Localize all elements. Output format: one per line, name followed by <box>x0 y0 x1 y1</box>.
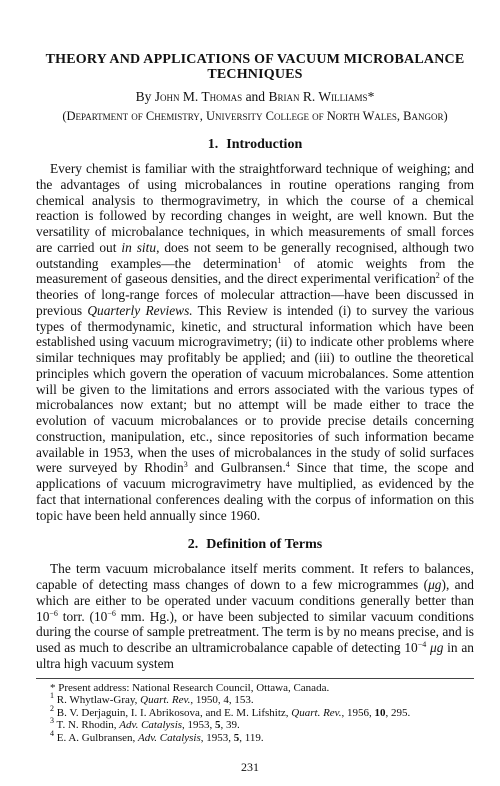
footnote-ref: 4 <box>285 460 290 470</box>
author-footnote-mark: * <box>367 89 375 104</box>
author-thomas: John M. Thomas <box>154 89 243 104</box>
section-number: 1. <box>207 137 219 152</box>
article-page <box>36 52 474 744</box>
introduction-paragraph: Every chemist is familiar with the straightforward technique of weighing; and the advantages of using microbalances in routine operations ranging from chemical analysis to thermogravimetry, in which the course of a chemical reaction is followed by recording changes in weight, are well known. But the versatility of microbalance techniques, in which measurements of small forces are carried out in situ, does not seem to be generally recognised, although two outstanding examples—the determination$^1$ of atomic weights from the measurement of gaseous densities, and the direct experimental verification$^2$ of the theories of long-range forces of molecular attraction—have been discussed in previous Quarterly Reviews. This Review is intended (i) to survey the various types of thermodynamic, kinetic, and structural information which have been established using vacuum microgravimetry; (ii) to indicate other problems where similar techniques may profitably be applied; and (iii) to outline the theoretical principles which govern the operation of vacuum microbalances. Some attention will be given to the limitations and errors associated with the various types of microbalances now extant; but no attempt will be made either to trace the evolution of vacuum microbalances or to provide precise details concerning construction, manipulation, etc., since repositories of such information became available in 1953, when the uses of microbalances in the study of solid surfaces were surveyed by Rhodin$^3$ and Gulbransen.$^4$ Since that time, the scope and applications of vacuum microgravimetry have multiplied, as evidenced by the fact that international conferences dealing with the corpus of information on this topic have been held annually since 1960. <box>36 161 474 523</box>
section-number: 2. <box>187 537 199 553</box>
by-word: By <box>135 89 152 104</box>
title-line-1: THEORY AND APPLICATIONS OF VACUUM MICROBALANCE <box>45 52 465 67</box>
footnote-3: $^3$ T. N. Rhodin, Adv. Catalysis, 1953, 5, 39. <box>50 716 240 731</box>
author-line <box>36 89 474 105</box>
section-heading-definition <box>36 537 474 553</box>
affiliation: (Department of Chemistry, University College of North Wales, Bangor) <box>62 109 448 123</box>
page-number: 231 <box>241 760 259 774</box>
footnote-4: $^4$ E. A. Gulbransen, Adv. Catalysis, 1953, 5, 119. <box>50 728 264 744</box>
definition-paragraph: The term vacuum microbalance itself merits comment. It refers to balances, capable of detecting mass changes of down to a few microgrammes (μg), and which are either to be operated under vacuum conditions generally better than $10^{-6}$ torr. ($10^{-6}$ mm. Hg.), or have been subjected to similar vacuum conditions during the course of sample pretreatment. The term is by no means precise, and is used as much to describe an ultramicrobalance capable of detecting $10^{-4}$ μg in an ultra high vacuum system <box>36 561 474 671</box>
footnote-ref: 1 <box>277 255 282 265</box>
footnote-present-address: * Present address: National Research Council, Ottawa, Canada. <box>50 681 330 694</box>
footnote-2: $^2$ B. V. Derjaguin, I. I. Abrikosova, and E. M. Lifshitz, Quart. Rev., 1956, 10, 295. <box>50 703 411 719</box>
footnote-1: $^1$ R. Whytlaw-Gray, Quart. Rev., 1950, 4, 153. <box>50 691 254 706</box>
section-title: Definition of Terms <box>206 537 323 553</box>
section-title: Introduction <box>226 137 303 152</box>
title-line-2: TECHNIQUES <box>207 67 303 82</box>
section-heading-introduction <box>36 137 474 153</box>
footnotes <box>36 682 474 745</box>
article-title <box>36 52 474 82</box>
and-word: and <box>245 89 266 104</box>
footnote-divider <box>36 678 474 679</box>
footnote-ref: 2 <box>435 271 440 281</box>
footnote-ref: 3 <box>183 460 188 470</box>
author-williams: Brian R. Williams <box>268 89 368 104</box>
